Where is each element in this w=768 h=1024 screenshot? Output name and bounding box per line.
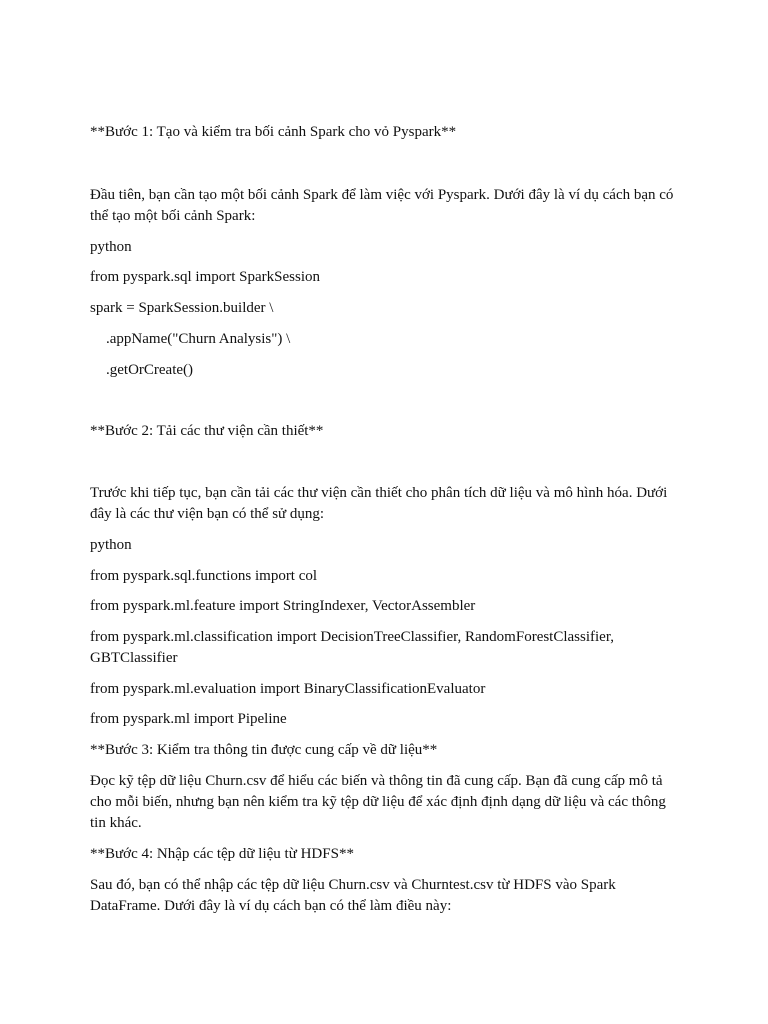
step2-code-lang: python (90, 537, 132, 553)
step3-body-line1: Đọc kỹ tệp dữ liệu Churn.csv để hiểu các biến và thông tin đã cung cấp. Bạn đã cung cấp mô tả (90, 773, 663, 789)
step2-intro-line1: Trước khi tiếp tục, bạn cần tải các thư viện cần thiết cho phân tích dữ liệu và mô hình hóa. Dưới (90, 485, 668, 501)
code-line: from pyspark.ml import Pipeline (90, 711, 287, 727)
step3-body-line3: tin khác. (90, 815, 142, 831)
code-line: .getOrCreate() (106, 362, 194, 378)
step3-body-line2: cho mỗi biến, nhưng bạn nên kiểm tra kỹ tệp dữ liệu để xác định định dạng dữ liệu và các thông (90, 794, 666, 810)
code-line: from pyspark.ml.feature import StringIndexer, VectorAssembler (90, 598, 476, 614)
step1-heading: **Bước 1: Tạo và kiểm tra bối cảnh Spark cho vỏ Pyspark** (90, 124, 457, 140)
code-line: GBTClassifier (90, 650, 178, 666)
code-line: .appName("Churn Analysis") \ (106, 331, 291, 347)
code-line: from pyspark.sql import SparkSession (90, 269, 320, 285)
step4-body-line2: DataFrame. Dưới đây là ví dụ cách bạn có thể làm điều này: (90, 898, 452, 914)
step2-intro-line2: đây là các thư viện bạn có thể sử dụng: (90, 506, 325, 522)
step1-intro-line2: thể tạo một bối cảnh Spark: (90, 208, 256, 224)
code-line: from pyspark.ml.evaluation import BinaryClassificationEvaluator (90, 681, 486, 697)
code-line: from pyspark.ml.classification import DecisionTreeClassifier, RandomForestClassifier, (90, 629, 614, 645)
step1-code-lang: python (90, 239, 132, 255)
step3-heading: **Bước 3: Kiểm tra thông tin được cung cấp về dữ liệu** (90, 742, 438, 758)
step4-heading: **Bước 4: Nhập các tệp dữ liệu từ HDFS** (90, 846, 354, 862)
step4-body-line1: Sau đó, bạn có thể nhập các tệp dữ liệu Churn.csv và Churntest.csv từ HDFS vào Spark (90, 877, 616, 893)
step1-intro-line1: Đầu tiên, bạn cần tạo một bối cảnh Spark để làm việc với Pyspark. Dưới đây là ví dụ cách bạn có (90, 187, 674, 203)
step2-heading: **Bước 2: Tải các thư viện cần thiết** (90, 423, 324, 439)
code-line: spark = SparkSession.builder \ (90, 300, 274, 316)
code-line: from pyspark.sql.functions import col (90, 568, 318, 584)
